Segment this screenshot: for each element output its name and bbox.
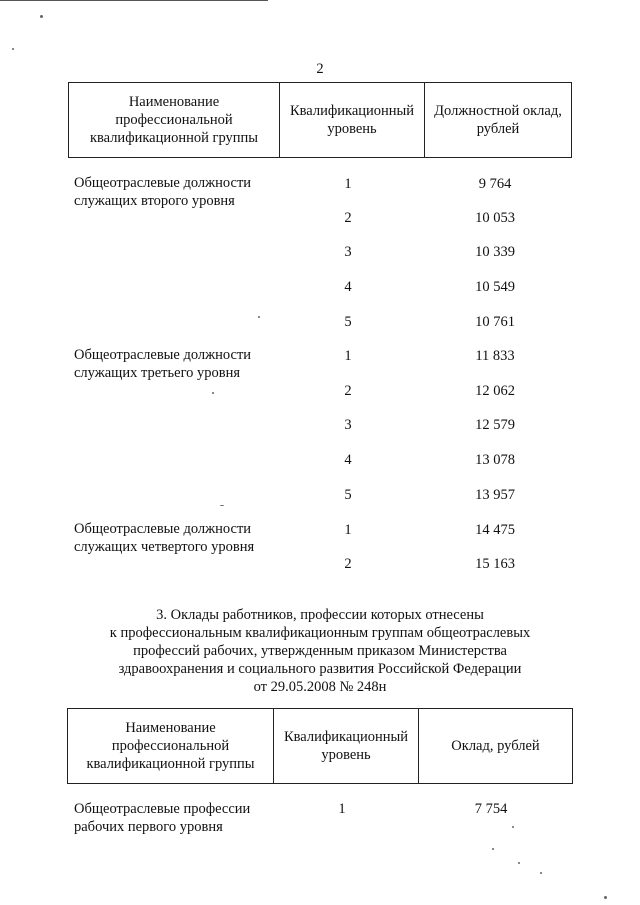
table1-header-level: Квалификационный уровень — [289, 103, 415, 137]
table1-salary: 12 579 — [475, 417, 515, 433]
table1-level: 5 — [344, 487, 352, 503]
table1-salary: 10 761 — [475, 314, 515, 330]
table1-salary: 15 163 — [475, 556, 515, 572]
table1-level: 2 — [344, 383, 352, 399]
section-3-heading-line: профессий рабочих, утвержденным приказом Министерства — [133, 643, 507, 659]
table1-salary: 9 764 — [478, 176, 512, 192]
scan-speck — [512, 826, 514, 828]
table1-level: 4 — [344, 452, 352, 468]
table1-salary: 14 475 — [475, 522, 515, 538]
scan-edge-line — [0, 0, 268, 1]
table1-header-salary: Должностной оклад, рублей — [434, 103, 562, 137]
table1-salary: 10 549 — [475, 279, 515, 295]
table1-header-group: Наименование профессиональной квалификационной группы — [89, 94, 259, 146]
table1-level: 3 — [344, 417, 352, 433]
section-3-heading-line: здравоохранения и социального развития Российской Федерации — [118, 661, 522, 677]
table1-level: 1 — [344, 522, 352, 538]
scan-speck — [12, 48, 14, 50]
scan-speck — [540, 872, 542, 874]
section-3-heading-line: к профессиональным квалификационным группам общеотраслевых — [109, 625, 531, 641]
scan-speck — [212, 392, 214, 394]
table2-header-group: Наименование профессиональной квалификационной группы — [86, 720, 255, 772]
table1-level: 4 — [344, 279, 352, 295]
table1-level: 1 — [344, 348, 352, 364]
scan-speck — [220, 505, 224, 506]
table1-level: 2 — [344, 210, 352, 226]
table2-level: 1 — [338, 801, 346, 817]
table2-group-name: Общеотраслевые профессии рабочих первого уровня — [74, 801, 251, 835]
table1-level: 3 — [344, 244, 352, 260]
table1-group-name: Общеотраслевые должности служащих второго уровня — [74, 175, 252, 209]
table1-header — [68, 82, 572, 158]
table1-salary: 11 833 — [475, 348, 515, 364]
section-3-heading-line: от 29.05.2008 № 248н — [253, 679, 387, 695]
table1-level: 5 — [344, 314, 352, 330]
section-3-heading-line: 3. Оклады работников, профессии которых отнесены — [156, 607, 484, 623]
scan-speck — [258, 316, 260, 318]
table1-level: 2 — [344, 556, 352, 572]
table1-group-name: Общеотраслевые должности служащих третьего уровня — [74, 347, 252, 381]
scan-speck — [604, 896, 607, 899]
scan-speck — [40, 15, 43, 18]
table1-group-name: Общеотраслевые должности служащих четвертого уровня — [74, 521, 255, 555]
table2-salary: 7 754 — [474, 801, 508, 817]
section-3-heading — [60, 606, 580, 696]
page-number: 2 — [316, 61, 324, 77]
table1-salary: 10 339 — [475, 244, 515, 260]
scan-speck — [518, 862, 520, 864]
table1-salary: 13 078 — [475, 452, 515, 468]
table1-salary: 12 062 — [475, 383, 515, 399]
table2-header-level: Квалификационный уровень — [283, 729, 409, 763]
table1-level: 1 — [344, 176, 352, 192]
table2-header-salary: Оклад, рублей — [451, 738, 540, 754]
table1-salary: 10 053 — [475, 210, 515, 226]
table1-salary: 13 957 — [475, 487, 515, 503]
table2-header — [67, 708, 573, 784]
scan-speck — [492, 848, 494, 850]
